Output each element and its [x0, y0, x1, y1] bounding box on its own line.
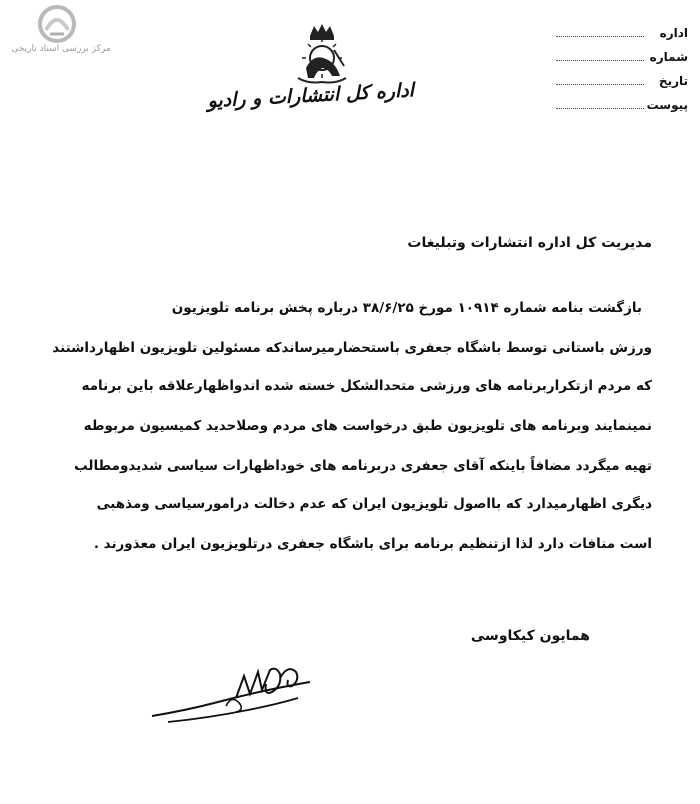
- field-dotted-line: [556, 108, 644, 109]
- archive-logo-icon: [36, 4, 78, 44]
- field-attachment: [556, 96, 688, 118]
- letter-line: تهیه میگردد مضافاً باینکه آقای جعفری دربرنامه های خوداظهارات سیاسی شدیدومطالب: [74, 458, 652, 474]
- letter-recipient: مدیریت کل اداره انتشارات وتبلیغات: [407, 235, 652, 251]
- field-number: [556, 48, 688, 70]
- field-label: تاریخ: [658, 74, 688, 88]
- watermark-text: مرکز بررسی اسناد تاریخی: [11, 44, 111, 54]
- letter-line: است منافات دارد لذا ازتنظیم برنامه برای باشگاه جعفری درتلویزیون ایران معذورند .: [93, 536, 652, 552]
- archive-watermark: [6, 4, 116, 60]
- field-department: [556, 24, 688, 46]
- lion-and-sun-emblem-icon: [288, 22, 356, 86]
- field-dotted-line: [556, 84, 644, 85]
- letter-line: نمینمایند وبرنامه های تلویزیون طبق درخواست های مردم وصلاحدید کمیسیون مربوطه: [83, 418, 652, 434]
- letter-line: که مردم ازتکراربرنامه های ورزشی متحدالشکل خسته شده اندواظهارعلاقه باین برنامه: [81, 378, 652, 394]
- letter-line: ورزش باستانی توسط باشگاه جعفری باستحضارمیرساندکه مسئولین تلویزیون اظهارداشتند: [52, 340, 652, 356]
- handwritten-signature: [148, 658, 318, 728]
- field-dotted-line: [556, 60, 644, 61]
- signer-name: همایون کیکاوسی: [470, 628, 590, 644]
- letter-line: بازگشت بنامه شماره ۱۰۹۱۴ مورخ ۳۸/۶/۲۵ درباره پخش برنامه تلویزیون: [171, 300, 642, 316]
- field-label: پیوست: [646, 98, 688, 112]
- field-dotted-line: [556, 36, 644, 37]
- organization-name: اداره کل انتشارات و رادیو: [206, 79, 415, 113]
- header-fields: [556, 24, 688, 120]
- field-label: شماره: [649, 50, 688, 64]
- field-label: اداره: [659, 26, 688, 40]
- letter-line: دیگری اظهارمیدارد که بااصول تلویزیون ایران که عدم دخالت درامورسیاسی ومذهبی: [96, 496, 652, 512]
- field-date: [556, 72, 688, 94]
